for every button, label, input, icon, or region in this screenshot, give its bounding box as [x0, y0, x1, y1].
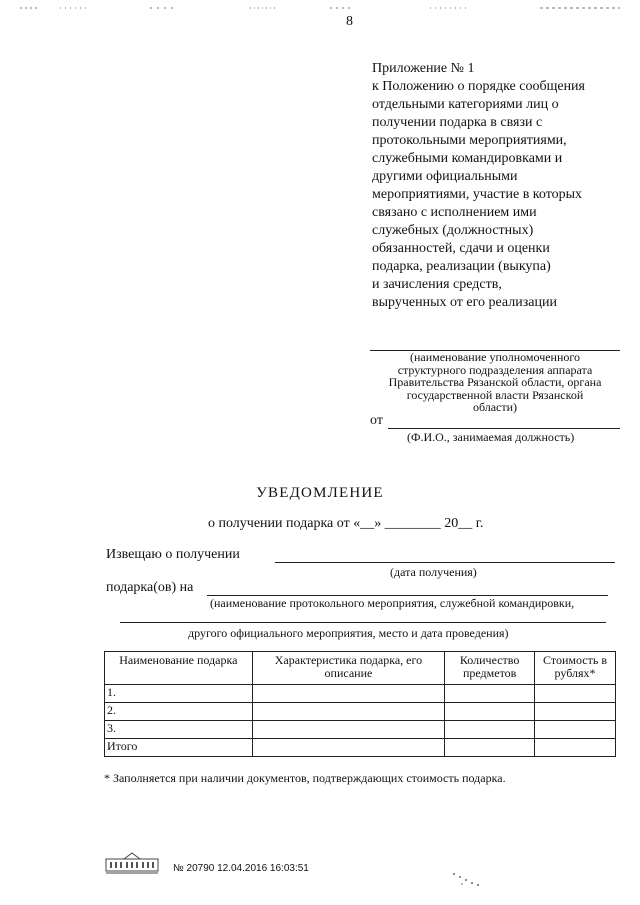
appendix-line: связано с исполнением ими — [372, 205, 537, 220]
scan-artifact-mark — [448, 868, 488, 892]
table-cell[interactable] — [535, 739, 616, 757]
row-label[interactable]: 2. — [105, 703, 253, 721]
table-cell[interactable] — [252, 721, 445, 739]
row-label[interactable]: 1. — [105, 685, 253, 703]
total-label: Итого — [105, 739, 253, 757]
appendix-line: протокольными мероприятиями, — [372, 133, 567, 148]
addressee-caption-line: (наименование уполномоченного — [409, 350, 581, 364]
table-row-total — [105, 739, 616, 757]
appendix-line: мероприятиями, участие в которых — [372, 187, 583, 202]
from-line[interactable] — [388, 428, 620, 429]
table-row — [105, 721, 616, 739]
appendix-line: служебными командировками и — [372, 151, 563, 166]
appendix-line: и зачисления средств, — [372, 277, 502, 292]
header-quantity: Количество предметов — [445, 652, 535, 685]
table-cell[interactable] — [252, 739, 445, 757]
appendix-line: обязанностей, сдачи и оценки — [372, 241, 550, 256]
appendix-line: другими официальными — [372, 169, 518, 184]
table-cell[interactable] — [445, 739, 535, 757]
table-header-row — [105, 652, 616, 685]
table-cell[interactable] — [445, 685, 535, 703]
addressee-caption — [370, 351, 620, 414]
page-number: 8 — [346, 14, 353, 29]
appendix-line: получении подарка в связи с — [372, 115, 543, 130]
header-gift-description: Характеристика подарка, его описание — [252, 652, 445, 685]
appendix-header — [372, 60, 622, 312]
event-caption-1: (наименование протокольного мероприятия, служебной командировки, — [210, 596, 575, 610]
table-cell[interactable] — [535, 703, 616, 721]
appendix-line: вырученных от его реализации — [372, 295, 557, 310]
header-cost: Стоимость в рублях* — [535, 652, 616, 685]
table-row — [105, 703, 616, 721]
table-row — [105, 685, 616, 703]
appendix-line: служебных (должностных) — [372, 223, 534, 238]
appendix-line: к Положению о порядке сообщения — [372, 79, 585, 94]
from-caption: (Ф.И.О., занимаемая должность) — [407, 430, 575, 444]
scan-artifact-dashes — [0, 0, 640, 14]
gifts-label: подарка(ов) на — [106, 580, 194, 595]
from-label: от — [370, 413, 383, 428]
table-cell[interactable] — [535, 721, 616, 739]
building-seal-icon — [104, 850, 160, 876]
table-cell[interactable] — [252, 685, 445, 703]
row-label[interactable]: 3. — [105, 721, 253, 739]
table-cell[interactable] — [445, 721, 535, 739]
appendix-line: подарка, реализации (выкупа) — [372, 259, 551, 274]
header-gift-name: Наименование подарка — [105, 652, 253, 685]
addressee-caption-line: области) — [472, 400, 518, 414]
registration-stamp: № 20790 12.04.2016 16:03:51 — [173, 863, 309, 874]
addressee-caption-line: структурного подразделения аппарата — [397, 362, 593, 377]
appendix-line: отдельными категориями лиц о — [372, 97, 559, 112]
notice-title: УВЕДОМЛЕНИЕ — [256, 485, 384, 501]
addressee-caption-line: государственной власти Рязанской — [406, 387, 584, 402]
event-caption-2: другого официального мероприятия, место и дата проведения) — [188, 626, 509, 640]
addressee-caption-line: Правительства Рязанской области, органа — [388, 375, 602, 389]
table-cell[interactable] — [535, 685, 616, 703]
date-received-line[interactable] — [275, 562, 615, 563]
table-cell[interactable] — [252, 703, 445, 721]
notice-subtitle: о получении подарка от «__» ________ 20__ г. — [208, 516, 484, 531]
table-cell[interactable] — [445, 703, 535, 721]
appendix-line: Приложение № 1 — [372, 61, 475, 76]
footnote: * Заполняется при наличии документов, подтверждающих стоимость подарка. — [104, 771, 506, 785]
date-caption: (дата получения) — [390, 565, 477, 579]
inform-label: Извещаю о получении — [106, 547, 240, 562]
event-line-2[interactable] — [120, 622, 606, 623]
gifts-table — [104, 651, 616, 757]
